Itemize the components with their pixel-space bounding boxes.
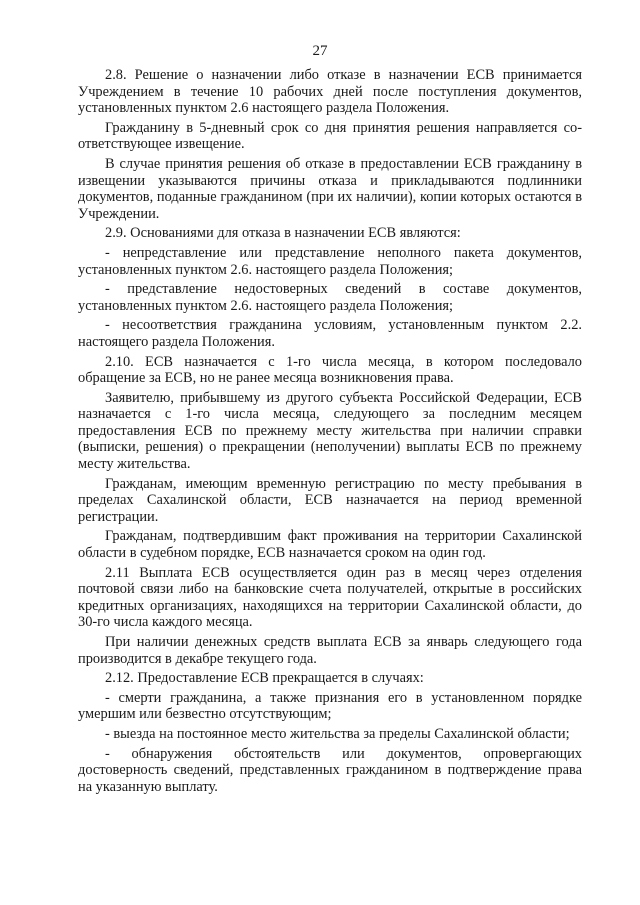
document-body [78, 67, 582, 798]
paragraph-2-11: 2.11 Выплата ЕСВ осуществляется один раз в месяц через отделения почтовой связи либо на банковские счета получателей, открытые в российских кредитных организациях, находящихся на территории Сахалинской области, до 30-го числа каждого месяца. [78, 564, 582, 631]
list-item-refuting-circumstances: - обнаружения обстоятельств или документов, опровергающих достоверность сведений, представленных гражданином в подтверждение права на указанную выплату. [78, 745, 582, 795]
paragraph-court-confirmed: Гражданам, подтвердившим факт проживания на территории Сахалинской области в судебном порядке, ЕСВ назначается сроком на один год. [78, 528, 582, 562]
paragraph-2-10: 2.10. ЕСВ назначается с 1-го числа месяца, в котором последовало обращение за ЕСВ, но не ранее месяца возникновения права. [78, 353, 582, 387]
paragraph-2-8: 2.8. Решение о назначении либо отказе в назначении ЕСВ принимается Учреждением в течение 10 рабочих дней после поступления документов, установленных пунктом 2.6 настоящего раздела Положения. [78, 67, 582, 117]
page-number: 27 [312, 43, 328, 59]
paragraph-2-12: 2.12. Предоставление ЕСВ прекращается в случаях: [105, 670, 424, 687]
paragraph-2-9: 2.9. Основаниями для отказа в назначении ЕСВ являются: [105, 225, 461, 242]
list-item-incomplete-docs: - непредставление или представление неполного пакета документов, установленных пунктом 2.6. настоящего раздела Положения; [78, 244, 582, 278]
paragraph-applicant-other-region: Заявителю, прибывшему из другого субъекта Российской Федерации, ЕСВ назначается с 1-го числа месяца, следующего за последним месяцем предоставления ЕСВ по прежнему месту жительства при наличии справки (выписки, решения) о прекращении (неполучении) выплаты ЕСВ по прежнему месту жительства. [78, 389, 582, 473]
list-item-relocation: - выезда на постоянное место жительства за пределы Сахалинской области; [105, 725, 570, 742]
paragraph-refusal-notice: В случае принятия решения об отказе в предоставлении ЕСВ гражданину в извещении указываются причины отказа и прикладываются подлинники документов, поданные гражданином (при их наличии), копии которых остаются в Учреждении. [78, 155, 582, 222]
list-item-nonconformity: - несоответствия гражданина условиям, установленным пунктом 2.2. настоящего раздела Положения. [78, 317, 582, 350]
paragraph-temporary-registration: Гражданам, имеющим временную регистрацию по месту пребывания в пределах Сахалинской области, ЕСВ назначается на период временной регистрации. [78, 475, 582, 525]
list-item-false-info: - представление недостоверных сведений в составе документов, установленных пунктом 2.6. настоящего раздела Положения; [78, 281, 582, 314]
paragraph-january-payment: При наличии денежных средств выплата ЕСВ за январь следующего года производится в декабре текущего года. [78, 634, 582, 667]
list-item-death: - смерти гражданина, а также признания его в установленном порядке умершим или безвестно отсутствующим; [78, 689, 582, 723]
paragraph-notice: Гражданину в 5-дневный срок со дня принятия решения направляется соответствующее извещение. [78, 119, 582, 153]
